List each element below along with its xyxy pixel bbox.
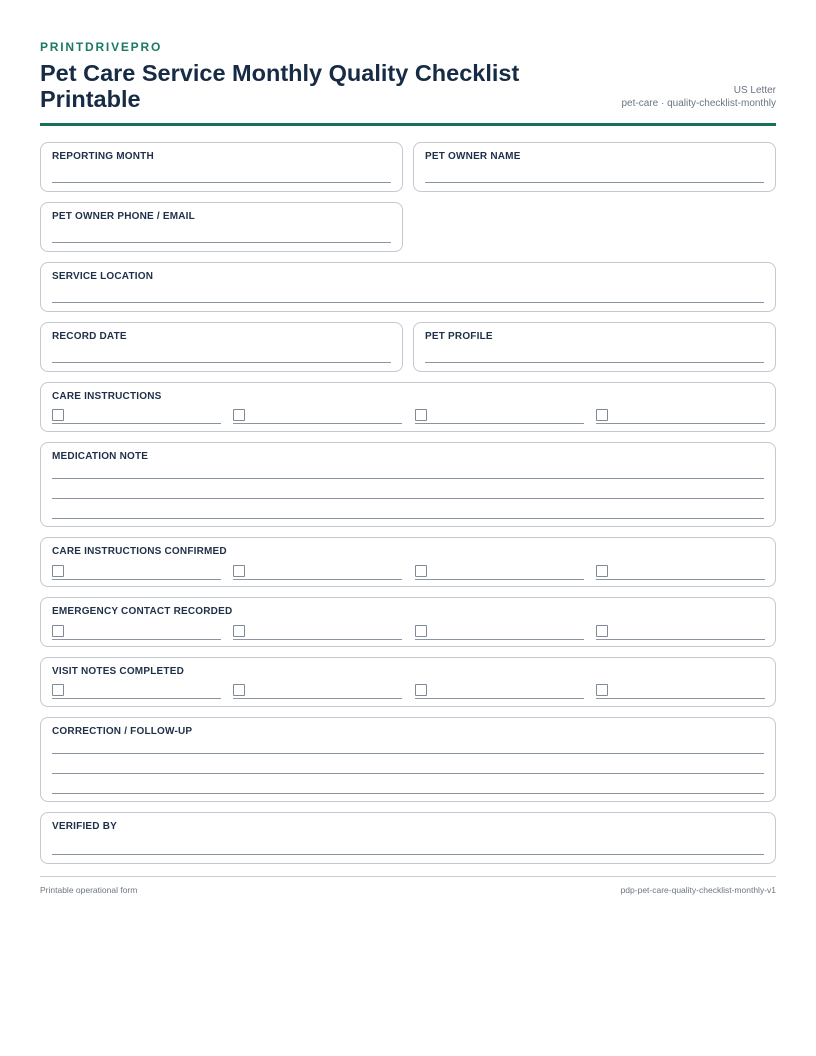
field-label: REPORTING MONTH [52, 151, 154, 162]
checkbox-item [233, 684, 402, 699]
checkbox[interactable] [596, 625, 608, 637]
checkbox[interactable] [52, 625, 64, 637]
field-label: PET OWNER NAME [425, 151, 521, 162]
checkbox-item [415, 684, 584, 699]
checkbox-item [596, 565, 765, 580]
field-correction-follow-up [40, 717, 776, 802]
field-service-location [40, 262, 776, 312]
checkbox-item [596, 625, 765, 640]
checkbox-item [596, 409, 765, 424]
checkbox-item [52, 684, 221, 699]
field-verified-by [40, 812, 776, 864]
write-line[interactable] [52, 242, 391, 243]
write-line[interactable] [52, 498, 764, 499]
checkbox[interactable] [52, 565, 64, 577]
form-header [40, 40, 776, 126]
checkbox[interactable] [415, 684, 427, 696]
field-label: CARE INSTRUCTIONS CONFIRMED [52, 546, 227, 557]
checkbox-item [233, 625, 402, 640]
field-medication-note [40, 442, 776, 527]
checkbox-item [52, 565, 221, 580]
checkbox-item [52, 625, 221, 640]
form-version: pdp-pet-care-quality-checklist-monthly-v1 [620, 885, 776, 895]
checkbox-item [415, 625, 584, 640]
write-line[interactable] [425, 182, 764, 183]
field-care-instructions-confirmed [40, 537, 776, 587]
checkbox[interactable] [233, 565, 245, 577]
footer-note: Printable operational form [40, 885, 138, 895]
field-label: MEDICATION NOTE [52, 451, 149, 462]
paper-size: US Letter [733, 85, 776, 96]
write-line[interactable] [52, 182, 391, 183]
field-record-date [40, 322, 403, 372]
field-label: VERIFIED BY [52, 821, 117, 832]
field-emergency-contact-recorded [40, 597, 776, 647]
write-line[interactable] [52, 518, 764, 519]
field-label: PET OWNER PHONE / EMAIL [52, 211, 195, 222]
checkbox[interactable] [415, 409, 427, 421]
checkbox[interactable] [52, 684, 64, 696]
checkbox-item [596, 684, 765, 699]
field-label: RECORD DATE [52, 331, 127, 342]
field-pet-owner-contact [40, 202, 403, 252]
checkbox[interactable] [415, 625, 427, 637]
write-line[interactable] [52, 478, 764, 479]
checkbox[interactable] [233, 684, 245, 696]
field-label: CORRECTION / FOLLOW-UP [52, 726, 193, 737]
form-footer [40, 876, 776, 895]
page-title: Pet Care Service Monthly Quality Checklist Printable [40, 60, 520, 112]
write-line[interactable] [52, 753, 764, 754]
checkbox[interactable] [596, 409, 608, 421]
write-line[interactable] [52, 773, 764, 774]
field-care-instructions [40, 382, 776, 432]
checkbox-item [233, 409, 402, 424]
write-line[interactable] [52, 362, 391, 363]
field-pet-profile [413, 322, 776, 372]
field-label: SERVICE LOCATION [52, 271, 154, 282]
form-page [40, 40, 776, 895]
checkbox[interactable] [596, 565, 608, 577]
field-reporting-month [40, 142, 403, 192]
checkbox[interactable] [596, 684, 608, 696]
write-line[interactable] [52, 793, 764, 794]
checkbox[interactable] [52, 409, 64, 421]
field-label: PET PROFILE [425, 331, 493, 342]
field-pet-owner-name [413, 142, 776, 192]
checkbox-item [415, 565, 584, 580]
checkbox-item [415, 409, 584, 424]
brand-name: PRINTDRIVEPRO [40, 40, 163, 54]
form-code: pet-care · quality-checklist-monthly [621, 98, 776, 109]
write-line[interactable] [52, 302, 764, 303]
checkbox-item [52, 409, 221, 424]
checkbox[interactable] [233, 409, 245, 421]
field-visit-notes-completed [40, 657, 776, 707]
field-label: VISIT NOTES COMPLETED [52, 666, 184, 677]
field-label: CARE INSTRUCTIONS [52, 391, 162, 402]
checkbox[interactable] [415, 565, 427, 577]
write-line[interactable] [52, 854, 764, 855]
checkbox[interactable] [233, 625, 245, 637]
form-meta [622, 84, 777, 110]
field-label: EMERGENCY CONTACT RECORDED [52, 606, 233, 617]
checkbox-item [233, 565, 402, 580]
write-line[interactable] [425, 362, 764, 363]
